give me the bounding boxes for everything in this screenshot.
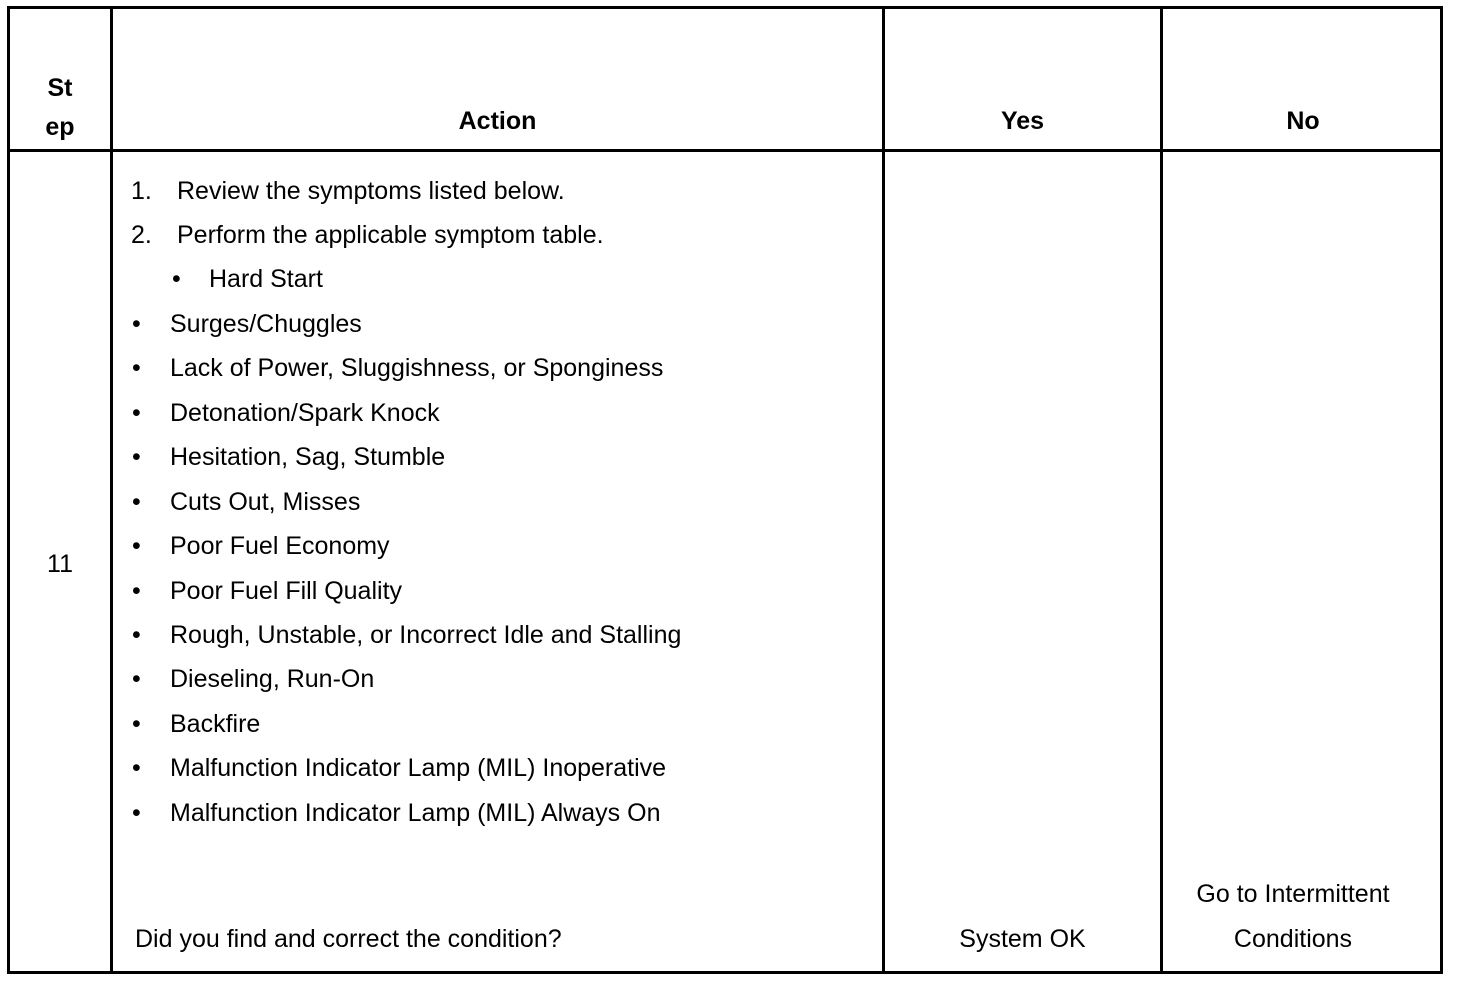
list-item-text: Lack of Power, Sluggishness, or Sponginess bbox=[170, 354, 664, 382]
list-item-text: Rough, Unstable, or Incorrect Idle and Stalling bbox=[170, 621, 682, 649]
list-item-text: Detonation/Spark Knock bbox=[170, 399, 440, 427]
no-result-line2: Conditions bbox=[1233, 925, 1353, 953]
list-item-text: Backfire bbox=[170, 710, 261, 738]
column-divider bbox=[110, 9, 113, 971]
list-number: 1. bbox=[131, 177, 152, 205]
bullet-icon: • bbox=[132, 310, 141, 338]
bullet-icon: • bbox=[132, 354, 141, 382]
action-question: Did you find and correct the condition? bbox=[135, 925, 562, 953]
list-item-text: Malfunction Indicator Lamp (MIL) Always On bbox=[170, 799, 661, 827]
bullet-icon: • bbox=[132, 488, 141, 516]
header-yes: Yes bbox=[1000, 107, 1045, 135]
bullet-icon: • bbox=[172, 265, 181, 293]
column-divider bbox=[1160, 9, 1163, 971]
header-divider bbox=[10, 149, 1440, 152]
no-result-line1: Go to Intermittent bbox=[1196, 880, 1390, 908]
column-divider bbox=[882, 9, 885, 971]
list-number: 2. bbox=[131, 221, 152, 249]
list-item-text: Poor Fuel Fill Quality bbox=[170, 577, 403, 605]
header-step-line2: ep bbox=[45, 113, 75, 141]
bullet-icon: • bbox=[132, 621, 141, 649]
list-item-text: Malfunction Indicator Lamp (MIL) Inoperative bbox=[170, 754, 667, 782]
bullet-icon: • bbox=[132, 665, 141, 693]
bullet-icon: • bbox=[132, 399, 141, 427]
list-item-text: Surges/Chuggles bbox=[170, 310, 362, 338]
bullet-icon: • bbox=[132, 754, 141, 782]
list-item-text: Review the symptoms listed below. bbox=[177, 177, 565, 205]
list-item-text: Dieseling, Run-On bbox=[170, 665, 375, 693]
list-item-text: Hesitation, Sag, Stumble bbox=[170, 443, 446, 471]
bullet-icon: • bbox=[132, 577, 141, 605]
bullet-icon: • bbox=[132, 443, 141, 471]
header-step bbox=[10, 69, 110, 147]
bullet-icon: • bbox=[132, 710, 141, 738]
yes-result: System OK bbox=[959, 925, 1086, 953]
list-item-text: Cuts Out, Misses bbox=[170, 488, 361, 516]
bullet-icon: • bbox=[132, 532, 141, 560]
list-item-text: Perform the applicable symptom table. bbox=[177, 221, 604, 249]
header-no: No bbox=[1286, 107, 1320, 135]
list-item-text: Hard Start bbox=[209, 265, 323, 293]
bullet-icon: • bbox=[132, 799, 141, 827]
header-action: Action bbox=[458, 107, 537, 135]
step-table bbox=[7, 6, 1443, 974]
step-number: 11 bbox=[47, 550, 73, 578]
list-item-text: Poor Fuel Economy bbox=[170, 532, 390, 560]
header-step-line1: St bbox=[47, 74, 73, 102]
